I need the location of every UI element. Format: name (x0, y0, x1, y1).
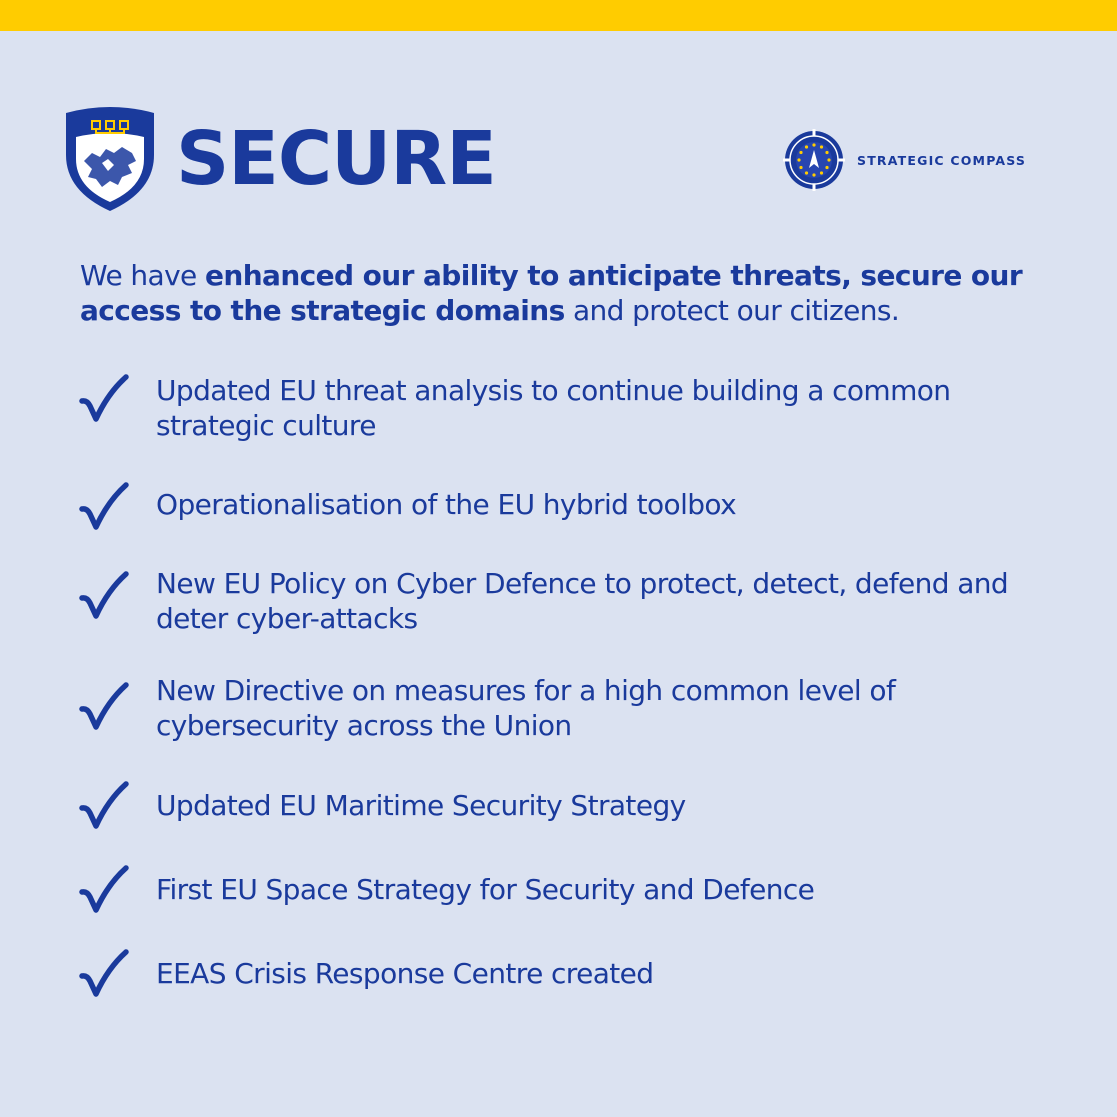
intro-paragraph (80, 258, 1070, 328)
compass-icon (783, 129, 845, 191)
check-icon (78, 864, 130, 916)
strategic-compass-label: STRATEGIC COMPASS (857, 152, 1027, 168)
list-item-text: New EU Policy on Cyber Defence to protect, detect, defend and deter cyber-attacks (156, 567, 1009, 635)
intro-text-start: We have (80, 259, 205, 292)
check-icon (78, 481, 130, 533)
intro-text-end: and protect our citizens. (564, 294, 900, 327)
header (62, 103, 1062, 215)
intro-text-bold: enhanced our ability to anticipate threats, secure our access to the strategic domains (80, 259, 1023, 327)
list-item-text: New Directive on measures for a high common level of cybersecurity across the Union (156, 674, 896, 742)
shield-europe-icon (62, 103, 158, 213)
check-icon (78, 570, 130, 622)
check-icon (78, 948, 130, 1000)
top-accent-bar (0, 0, 1117, 31)
page-title: SECURE (176, 116, 496, 202)
check-icon (78, 681, 130, 733)
list-item-text: First EU Space Strategy for Security and Defence (156, 873, 815, 906)
strategic-compass-logo (783, 129, 1026, 191)
list-item-text: Operationalisation of the EU hybrid toolbox (156, 488, 737, 521)
list-item-text: EEAS Crisis Response Centre created (156, 957, 654, 990)
check-icon (78, 373, 130, 425)
list-item-text: Updated EU Maritime Security Strategy (156, 789, 686, 822)
list-item-text: Updated EU threat analysis to continue building a common strategic culture (156, 374, 951, 442)
check-icon (78, 780, 130, 832)
